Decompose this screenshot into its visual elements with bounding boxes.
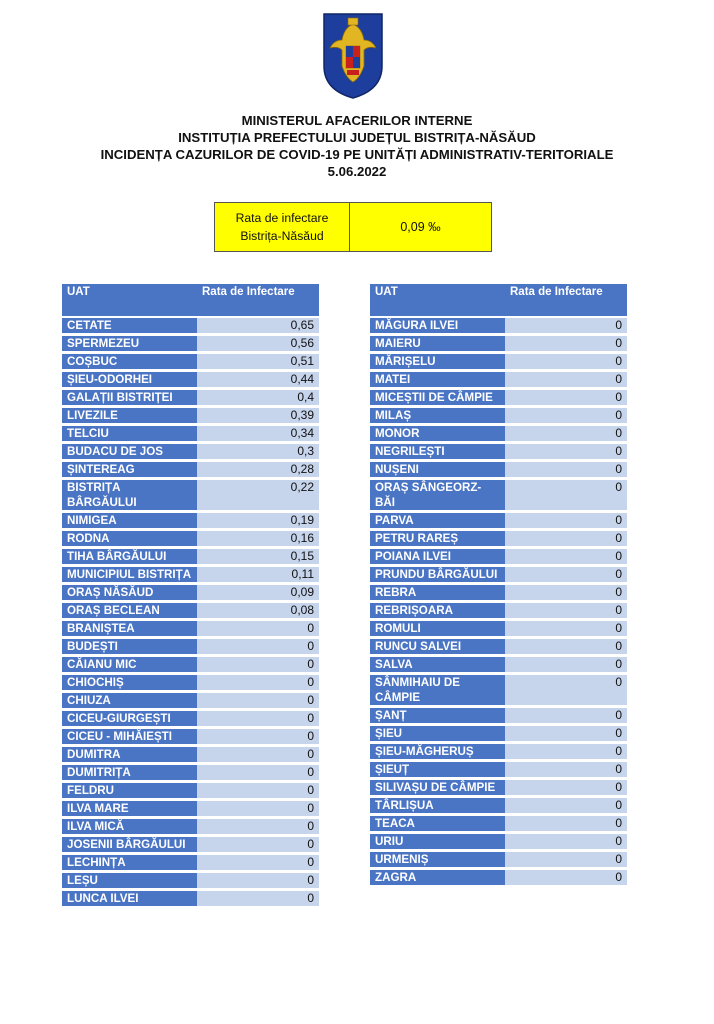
uat-name-cell: GALAȚII BISTRIȚEI bbox=[62, 389, 197, 407]
uat-name-cell: CICEU-GIURGEȘTI bbox=[62, 710, 197, 728]
infection-rate-cell: 0 bbox=[505, 656, 627, 674]
uat-name-cell: JOSENII BÂRGĂULUI bbox=[62, 836, 197, 854]
table-row bbox=[370, 851, 627, 869]
uat-name-cell: CHIUZA bbox=[62, 692, 197, 710]
infection-rate-cell: 0 bbox=[505, 371, 627, 389]
uat-name-cell: ȘIEU bbox=[370, 725, 505, 743]
table-row bbox=[62, 443, 319, 461]
infection-rate-cell: 0 bbox=[505, 638, 627, 656]
infection-rate-cell: 0,16 bbox=[197, 530, 319, 548]
uat-name-cell: SALVA bbox=[370, 656, 505, 674]
ministry-title: MINISTERUL AFACERILOR INTERNE bbox=[241, 113, 473, 128]
report-title: INCIDENȚA CAZURILOR DE COVID-19 PE UNITĂȚI ADMINISTRATIV-TERITORIALE bbox=[100, 147, 614, 162]
infection-rate-cell: 0,22 bbox=[197, 479, 319, 512]
infection-rate-cell: 0 bbox=[505, 407, 627, 425]
table-row bbox=[62, 566, 319, 584]
table-row bbox=[62, 461, 319, 479]
table-row bbox=[62, 782, 319, 800]
table-row bbox=[370, 407, 627, 425]
table-row bbox=[62, 674, 319, 692]
uat-name-cell: MICEȘTII DE CÂMPIE bbox=[370, 389, 505, 407]
infection-rate-cell: 0,19 bbox=[197, 512, 319, 530]
uat-name-cell: RODNA bbox=[62, 530, 197, 548]
table-row bbox=[62, 854, 319, 872]
uat-name-cell: ȘIEUȚ bbox=[370, 761, 505, 779]
uat-name-cell: CETATE bbox=[62, 318, 197, 335]
uat-name-cell: PARVA bbox=[370, 512, 505, 530]
table-row bbox=[370, 761, 627, 779]
infection-rate-cell: 0 bbox=[505, 425, 627, 443]
table-row bbox=[370, 318, 627, 335]
table-row bbox=[62, 389, 319, 407]
uat-name-cell: SILIVAȘU DE CÂMPIE bbox=[370, 779, 505, 797]
uat-name-cell: URIU bbox=[370, 833, 505, 851]
uat-name-cell: LECHINȚA bbox=[62, 854, 197, 872]
infection-rate-cell: 0,08 bbox=[197, 602, 319, 620]
infection-rate-cell: 0,09 bbox=[197, 584, 319, 602]
uat-name-cell: ZAGRA bbox=[370, 869, 505, 887]
uat-name-cell: ȘANȚ bbox=[370, 707, 505, 725]
table-row bbox=[370, 779, 627, 797]
right-col-uat-header: UAT bbox=[370, 284, 505, 316]
table-row bbox=[370, 425, 627, 443]
uat-name-cell: MILAȘ bbox=[370, 407, 505, 425]
table-row bbox=[370, 371, 627, 389]
county-rate-label-line1: Rata de infectare bbox=[235, 211, 329, 225]
uat-name-cell: BRANIȘTEA bbox=[62, 620, 197, 638]
table-row bbox=[62, 530, 319, 548]
infection-rate-cell: 0 bbox=[197, 836, 319, 854]
table-row bbox=[370, 353, 627, 371]
county-rate-label bbox=[215, 203, 350, 251]
table-row bbox=[370, 656, 627, 674]
infection-rate-cell: 0 bbox=[197, 818, 319, 836]
uat-name-cell: BISTRIȚA BÂRGĂULUI bbox=[62, 479, 197, 512]
table-row bbox=[62, 692, 319, 710]
uat-name-cell: TÂRLIȘUA bbox=[370, 797, 505, 815]
table-row bbox=[62, 818, 319, 836]
infection-rate-cell: 0,34 bbox=[197, 425, 319, 443]
infection-rate-cell: 0 bbox=[197, 710, 319, 728]
table-row bbox=[62, 425, 319, 443]
county-infection-rate-box bbox=[214, 202, 492, 252]
infection-rate-cell: 0 bbox=[197, 728, 319, 746]
uat-name-cell: NIMIGEA bbox=[62, 512, 197, 530]
infection-rate-cell: 0 bbox=[197, 746, 319, 764]
uat-name-cell: PRUNDU BÂRGĂULUI bbox=[370, 566, 505, 584]
infection-rate-cell: 0 bbox=[505, 674, 627, 707]
infection-rate-cell: 0 bbox=[505, 725, 627, 743]
table-row bbox=[370, 566, 627, 584]
infection-rate-cell: 0,56 bbox=[197, 335, 319, 353]
infection-rate-cell: 0 bbox=[197, 638, 319, 656]
table-row bbox=[62, 371, 319, 389]
table-row bbox=[62, 890, 319, 908]
uat-name-cell: FELDRU bbox=[62, 782, 197, 800]
uat-name-cell: ORAȘ BECLEAN bbox=[62, 602, 197, 620]
table-row bbox=[370, 530, 627, 548]
uat-name-cell: URMENIȘ bbox=[370, 851, 505, 869]
uat-name-cell: LUNCA ILVEI bbox=[62, 890, 197, 908]
infection-rate-cell: 0 bbox=[505, 797, 627, 815]
uat-name-cell: RUNCU SALVEI bbox=[370, 638, 505, 656]
table-row bbox=[62, 638, 319, 656]
uat-name-cell: ILVA MARE bbox=[62, 800, 197, 818]
county-rate-value: 0,09 ‰ bbox=[400, 220, 441, 234]
infection-rate-cell: 0,3 bbox=[197, 443, 319, 461]
table-row bbox=[370, 707, 627, 725]
infection-rate-cell: 0 bbox=[197, 872, 319, 890]
infection-rate-cell: 0 bbox=[505, 461, 627, 479]
infection-rate-cell: 0 bbox=[505, 815, 627, 833]
table-row bbox=[62, 836, 319, 854]
uat-name-cell: DUMITRIȚA bbox=[62, 764, 197, 782]
uat-name-cell: LEȘU bbox=[62, 872, 197, 890]
right-table-header-row bbox=[370, 284, 627, 316]
left-col-rate-header: Rata de Infectare bbox=[197, 284, 319, 316]
infection-rate-cell: 0 bbox=[197, 890, 319, 908]
infection-rate-cell: 0 bbox=[505, 761, 627, 779]
uat-name-cell: TELCIU bbox=[62, 425, 197, 443]
uat-name-cell: NEGRILEȘTI bbox=[370, 443, 505, 461]
uat-name-cell: SÂNMIHAIU DE CÂMPIE bbox=[370, 674, 505, 707]
right-col-rate-header: Rata de Infectare bbox=[505, 284, 627, 316]
infection-rate-cell: 0 bbox=[505, 389, 627, 407]
uat-name-cell: BUDEȘTI bbox=[62, 638, 197, 656]
table-row bbox=[370, 638, 627, 656]
infection-rate-cell: 0 bbox=[505, 851, 627, 869]
uat-name-cell: PETRU RAREȘ bbox=[370, 530, 505, 548]
infection-rate-cell: 0 bbox=[505, 443, 627, 461]
infection-rate-cell: 0 bbox=[505, 584, 627, 602]
infection-rate-cell: 0 bbox=[505, 479, 627, 512]
uat-name-cell: CHIOCHIȘ bbox=[62, 674, 197, 692]
uat-name-cell: REBRA bbox=[370, 584, 505, 602]
uat-name-cell: ȘIEU-MĂGHERUȘ bbox=[370, 743, 505, 761]
table-row bbox=[62, 407, 319, 425]
romania-coat-of-arms bbox=[320, 10, 386, 100]
uat-name-cell: NUȘENI bbox=[370, 461, 505, 479]
infection-rate-cell: 0 bbox=[505, 620, 627, 638]
uat-name-cell: TIHA BÂRGĂULUI bbox=[62, 548, 197, 566]
infection-rate-cell: 0 bbox=[197, 692, 319, 710]
infection-rate-cell: 0,65 bbox=[197, 318, 319, 335]
table-row bbox=[62, 746, 319, 764]
table-row bbox=[370, 815, 627, 833]
table-row bbox=[370, 833, 627, 851]
infection-rate-cell: 0,51 bbox=[197, 353, 319, 371]
table-row bbox=[370, 743, 627, 761]
infection-rate-cell: 0 bbox=[505, 566, 627, 584]
infection-rate-cell: 0 bbox=[505, 548, 627, 566]
infection-rate-cell: 0 bbox=[505, 318, 627, 335]
table-row bbox=[62, 764, 319, 782]
table-row bbox=[62, 318, 319, 335]
infection-rate-cell: 0,15 bbox=[197, 548, 319, 566]
uat-name-cell: MONOR bbox=[370, 425, 505, 443]
infection-rate-cell: 0 bbox=[197, 800, 319, 818]
uat-name-cell: TEACA bbox=[370, 815, 505, 833]
uat-name-cell: DUMITRA bbox=[62, 746, 197, 764]
uat-name-cell: LIVEZILE bbox=[62, 407, 197, 425]
table-row bbox=[370, 479, 627, 512]
table-row bbox=[62, 620, 319, 638]
infection-rate-cell: 0,39 bbox=[197, 407, 319, 425]
uat-name-cell: POIANA ILVEI bbox=[370, 548, 505, 566]
uat-name-cell: ȘINTEREAG bbox=[62, 461, 197, 479]
left-col-uat-header: UAT bbox=[62, 284, 197, 316]
table-row bbox=[62, 548, 319, 566]
table-row bbox=[62, 512, 319, 530]
infection-rate-cell: 0 bbox=[505, 602, 627, 620]
document-header bbox=[0, 112, 714, 180]
right-uat-table bbox=[370, 284, 627, 888]
uat-name-cell: MATEI bbox=[370, 371, 505, 389]
uat-name-cell: ORAȘ NĂSĂUD bbox=[62, 584, 197, 602]
infection-rate-cell: 0 bbox=[197, 620, 319, 638]
infection-rate-cell: 0 bbox=[505, 833, 627, 851]
institution-title: INSTITUȚIA PREFECTULUI JUDEȚUL BISTRIȚA-NĂSĂUD bbox=[178, 130, 536, 145]
infection-rate-cell: 0 bbox=[505, 869, 627, 887]
table-row bbox=[62, 656, 319, 674]
infection-rate-cell: 0,4 bbox=[197, 389, 319, 407]
table-row bbox=[370, 725, 627, 743]
table-row bbox=[370, 335, 627, 353]
uat-name-cell: ROMULI bbox=[370, 620, 505, 638]
table-row bbox=[370, 584, 627, 602]
table-row bbox=[370, 869, 627, 887]
table-row bbox=[370, 443, 627, 461]
uat-name-cell: MUNICIPIUL BISTRIȚA bbox=[62, 566, 197, 584]
table-row bbox=[370, 674, 627, 707]
uat-name-cell: ILVA MICĂ bbox=[62, 818, 197, 836]
table-row bbox=[62, 602, 319, 620]
table-row bbox=[62, 872, 319, 890]
infection-rate-cell: 0 bbox=[197, 854, 319, 872]
table-row bbox=[62, 710, 319, 728]
infection-rate-cell: 0 bbox=[505, 707, 627, 725]
table-row bbox=[370, 512, 627, 530]
infection-rate-cell: 0 bbox=[505, 530, 627, 548]
report-date: 5.06.2022 bbox=[327, 164, 387, 179]
infection-rate-cell: 0,28 bbox=[197, 461, 319, 479]
left-table-header-row bbox=[62, 284, 319, 316]
uat-name-cell: SPERMEZEU bbox=[62, 335, 197, 353]
uat-name-cell: REBRIȘOARA bbox=[370, 602, 505, 620]
table-row bbox=[62, 353, 319, 371]
uat-name-cell: ȘIEU-ODORHEI bbox=[62, 371, 197, 389]
infection-rate-cell: 0 bbox=[197, 764, 319, 782]
uat-name-cell: BUDACU DE JOS bbox=[62, 443, 197, 461]
table-row bbox=[62, 479, 319, 512]
uat-name-cell: CICEU - MIHĂIEȘTI bbox=[62, 728, 197, 746]
uat-name-cell: MĂRIȘELU bbox=[370, 353, 505, 371]
table-row bbox=[370, 548, 627, 566]
infection-rate-cell: 0 bbox=[197, 782, 319, 800]
table-row bbox=[370, 461, 627, 479]
uat-name-cell: COȘBUC bbox=[62, 353, 197, 371]
table-row bbox=[370, 389, 627, 407]
uat-name-cell: ORAȘ SÂNGEORZ-BĂI bbox=[370, 479, 505, 512]
table-row bbox=[62, 584, 319, 602]
uat-name-cell: CĂIANU MIC bbox=[62, 656, 197, 674]
infection-rate-cell: 0 bbox=[505, 743, 627, 761]
table-row bbox=[62, 728, 319, 746]
infection-rate-cell: 0 bbox=[505, 779, 627, 797]
infection-rate-cell: 0 bbox=[197, 674, 319, 692]
left-uat-table bbox=[62, 284, 319, 909]
uat-name-cell: MAIERU bbox=[370, 335, 505, 353]
county-rate-label-line2: Bistrița-Năsăud bbox=[240, 229, 324, 243]
table-row bbox=[370, 620, 627, 638]
table-row bbox=[370, 797, 627, 815]
table-row bbox=[62, 800, 319, 818]
infection-rate-cell: 0 bbox=[505, 335, 627, 353]
infection-rate-cell: 0,44 bbox=[197, 371, 319, 389]
infection-rate-cell: 0 bbox=[505, 512, 627, 530]
infection-rate-cell: 0 bbox=[197, 656, 319, 674]
infection-rate-cell: 0 bbox=[505, 353, 627, 371]
table-row bbox=[370, 602, 627, 620]
infection-rate-cell: 0,11 bbox=[197, 566, 319, 584]
uat-name-cell: MĂGURA ILVEI bbox=[370, 318, 505, 335]
table-row bbox=[62, 335, 319, 353]
